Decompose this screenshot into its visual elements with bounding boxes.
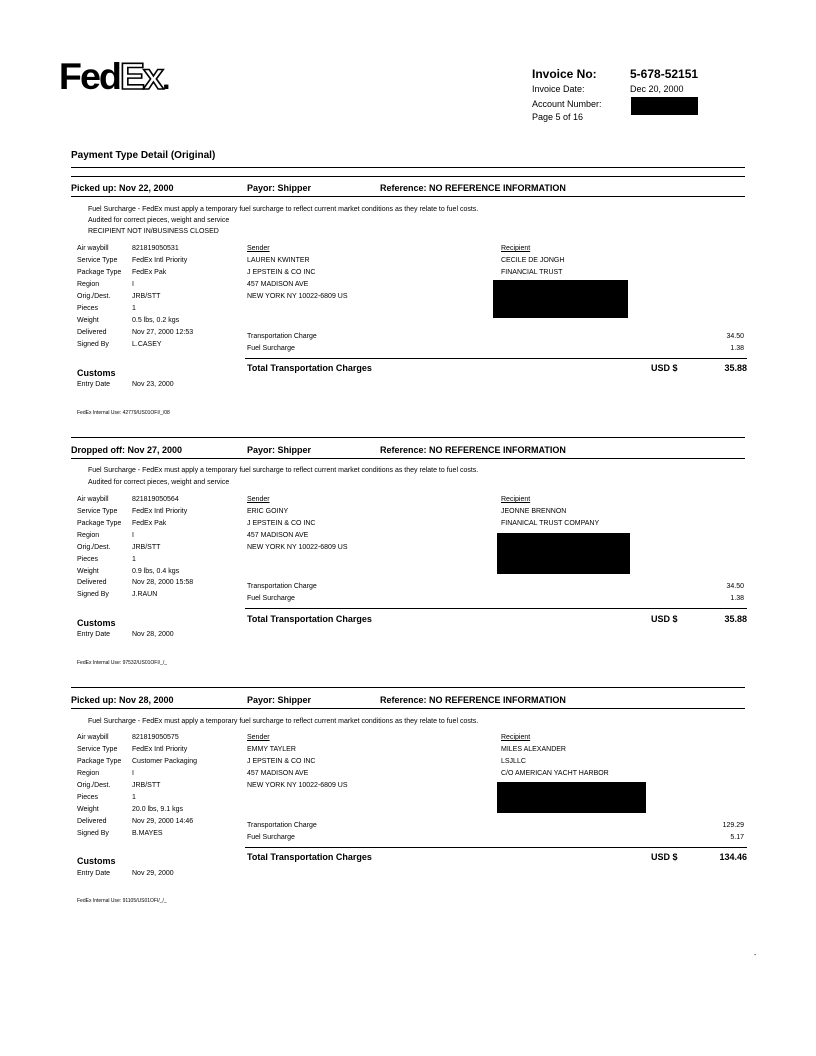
shipment-3-service-type: FedEx Intl Priority: [132, 746, 188, 753]
shipment-1-total: 35.88: [724, 363, 747, 373]
transport-charge-label: Transportation Charge: [247, 583, 317, 590]
shipment-2-signed-by: J.RAUN: [132, 591, 158, 598]
shipment-1-header-rule: [71, 196, 745, 197]
shipment-2-note: Fuel Surcharge - FedEx must apply a temporary fuel surcharge to reflect current market conditions as they relate to fuel costs.: [88, 467, 479, 474]
shipment-1-recipient-line: CECILE DE JONGH: [501, 257, 565, 264]
signed-by-label: Signed By: [77, 830, 109, 837]
shipment-2-orig-dest: JRB/STT: [132, 544, 161, 551]
shipment-3-sender-line: EMMY TAYLER: [247, 746, 296, 753]
entry-date-label: Entry Date: [77, 381, 111, 388]
package-type-label: Package Type: [77, 758, 122, 765]
shipment-1-sender-line: LAUREN KWINTER: [247, 257, 310, 264]
shipment-1-reference: Reference: NO REFERENCE INFORMATION: [380, 183, 566, 193]
package-type-label: Package Type: [77, 520, 122, 527]
shipment-3-region: I: [132, 770, 134, 777]
shipment-1-fuel-surcharge: 1.38: [730, 345, 744, 352]
currency-label: USD $: [651, 363, 678, 373]
shipment-2-total-rule: [245, 608, 747, 609]
shipment-1-note: RECIPIENT NOT IN/BUSINESS CLOSED: [88, 228, 219, 235]
sender-label: Sender: [247, 734, 270, 741]
service-type-label: Service Type: [77, 257, 118, 264]
shipment-2-payor: Payor: Shipper: [247, 445, 312, 455]
shipment-3-entry-date: Nov 29, 2000: [132, 870, 174, 877]
pieces-label: Pieces: [77, 305, 99, 312]
entry-date-label: Entry Date: [77, 870, 111, 877]
shipment-2-pieces: 1: [132, 556, 136, 563]
shipment-1-top-rule: [71, 176, 745, 177]
shipment-3-recipient-line: LSJLLC: [501, 758, 526, 765]
recipient-label: Recipient: [501, 496, 531, 503]
weight-label: Weight: [77, 806, 99, 813]
shipment-2-recipient-line: JEONNE BRENNON: [501, 508, 567, 515]
customs-label: Customs: [77, 368, 116, 378]
signed-by-label: Signed By: [77, 591, 109, 598]
shipment-3-pieces: 1: [132, 794, 136, 801]
shipment-1-weight: 0.5 lbs, 0.2 kgs: [132, 317, 180, 324]
region-label: Region: [77, 770, 100, 777]
shipment-2-transport-charge: 34.50: [726, 583, 744, 590]
shipment-3-recipient-redaction: [497, 782, 646, 813]
page-indicator: Page 5 of 16: [532, 112, 584, 122]
shipment-3-top-rule: [71, 687, 745, 688]
shipment-2-delivered: Nov 28, 2000 15:58: [132, 579, 194, 586]
shipment-1-orig-dest: JRB/STT: [132, 293, 161, 300]
transport-charge-label: Transportation Charge: [247, 822, 317, 829]
shipment-3-air-waybill: 821819050575: [132, 734, 179, 741]
shipment-2-recipient-redaction: [497, 533, 630, 574]
shipment-1-sender-line: NEW YORK NY 10022-6809 US: [247, 293, 348, 300]
service-type-label: Service Type: [77, 746, 118, 753]
fuel-surcharge-label: Fuel Surcharge: [247, 345, 295, 352]
shipment-1-entry-date: Nov 23, 2000: [132, 381, 174, 388]
shipment-3-recipient-line: C/O AMERICAN YACHT HARBOR: [501, 770, 609, 777]
shipment-2-sender-line: 457 MADISON AVE: [247, 532, 309, 539]
shipment-1-sender-line: 457 MADISON AVE: [247, 281, 309, 288]
transport-charge-label: Transportation Charge: [247, 333, 317, 340]
shipment-1-recipient-line: FINANCIAL TRUST: [501, 269, 563, 276]
customs-label: Customs: [77, 856, 116, 866]
shipment-2-recipient-line: FINANICAL TRUST COMPANY: [501, 520, 600, 527]
sender-label: Sender: [247, 245, 270, 252]
total-label: Total Transportation Charges: [247, 852, 372, 862]
shipment-1-delivered: Nov 27, 2000 12:53: [132, 329, 194, 336]
weight-label: Weight: [77, 317, 99, 324]
recipient-label: Recipient: [501, 734, 531, 741]
pieces-label: Pieces: [77, 556, 99, 563]
account-number-redaction: [631, 97, 698, 115]
shipment-3-total-rule: [245, 847, 747, 848]
orig-dest-label: Orig./Dest.: [77, 782, 111, 789]
invoice-date-label: Invoice Date:: [532, 84, 585, 94]
delivered-label: Delivered: [77, 329, 107, 336]
shipment-1-transport-charge: 34.50: [726, 333, 744, 340]
shipment-2-internal-use: FedEx Internal Use: 97532/US01OFI/_/_: [77, 660, 168, 666]
customs-label: Customs: [77, 618, 116, 628]
shipment-3-package-type: Customer Packaging: [132, 758, 197, 765]
shipment-3-fuel-surcharge: 5.17: [730, 834, 744, 841]
fedex-logo: [59, 58, 169, 95]
shipment-1-total-rule: [245, 358, 747, 359]
shipment-2-entry-date: Nov 28, 2000: [132, 631, 174, 638]
shipment-1-note: Audited for correct pieces, weight and service: [88, 217, 230, 224]
shipment-1-recipient-redaction: [493, 280, 628, 318]
logo-ex: Ex: [119, 56, 162, 97]
shipment-1-region: I: [132, 281, 134, 288]
shipment-1-note: Fuel Surcharge - FedEx must apply a temporary fuel surcharge to reflect current market conditions as they relate to fuel costs.: [88, 206, 479, 213]
shipment-1-air-waybill: 821819050531: [132, 245, 179, 252]
shipment-3-orig-dest: JRB/STT: [132, 782, 161, 789]
service-type-label: Service Type: [77, 508, 118, 515]
shipment-1-signed-by: L.CASEY: [132, 341, 162, 348]
shipment-3-weight: 20.0 lbs, 9.1 kgs: [132, 806, 183, 813]
shipment-3-delivered: Nov 29, 2000 14:46: [132, 818, 194, 825]
shipment-3-payor: Payor: Shipper: [247, 695, 312, 705]
shipment-3-sender-line: NEW YORK NY 10022-6809 US: [247, 782, 348, 789]
shipment-3-internal-use: FedEx Internal Use: 91105/US01OFI/_/_: [77, 898, 167, 904]
air-waybill-label: Air waybill: [77, 245, 109, 252]
total-label: Total Transportation Charges: [247, 363, 372, 373]
shipment-1-event: Picked up: Nov 22, 2000: [71, 183, 174, 193]
weight-label: Weight: [77, 568, 99, 575]
shipment-1-service-type: FedEx Intl Priority: [132, 257, 188, 264]
recipient-label: Recipient: [501, 245, 531, 252]
shipment-3-header-rule: [71, 708, 745, 709]
footer-mark: -: [754, 952, 757, 959]
shipment-3-transport-charge: 129.29: [722, 822, 744, 829]
shipment-3-signed-by: B.MAYES: [132, 830, 163, 837]
logo-fed: Fed: [58, 56, 120, 97]
invoice-no-value: 5-678-52151: [630, 67, 699, 81]
shipment-2-sender-line: J EPSTEIN & CO INC: [247, 520, 316, 527]
shipment-2-fuel-surcharge: 1.38: [730, 595, 744, 602]
fuel-surcharge-label: Fuel Surcharge: [247, 834, 295, 841]
shipment-2-note: Audited for correct pieces, weight and service: [88, 479, 230, 486]
region-label: Region: [77, 532, 100, 539]
delivered-label: Delivered: [77, 579, 107, 586]
shipment-2-weight: 0.9 lbs, 0.4 kgs: [132, 568, 180, 575]
region-label: Region: [77, 281, 100, 288]
pieces-label: Pieces: [77, 794, 99, 801]
account-number-label: Account Number:: [532, 99, 602, 109]
currency-label: USD $: [651, 614, 678, 624]
delivered-label: Delivered: [77, 818, 107, 825]
invoice-date-value: Dec 20, 2000: [630, 84, 684, 94]
air-waybill-label: Air waybill: [77, 734, 109, 741]
shipment-3-reference: Reference: NO REFERENCE INFORMATION: [380, 695, 566, 705]
orig-dest-label: Orig./Dest.: [77, 293, 111, 300]
shipment-2-sender-line: ERIC GOINY: [247, 508, 289, 515]
shipment-2-header-rule: [71, 458, 745, 459]
fuel-surcharge-label: Fuel Surcharge: [247, 595, 295, 602]
shipment-2-top-rule: [71, 437, 745, 438]
shipment-2-event: Dropped off: Nov 27, 2000: [71, 445, 183, 455]
shipment-2-service-type: FedEx Intl Priority: [132, 508, 188, 515]
shipment-2-package-type: FedEx Pak: [132, 520, 167, 527]
shipment-3-sender-line: 457 MADISON AVE: [247, 770, 309, 777]
shipment-1-payor: Payor: Shipper: [247, 183, 312, 193]
currency-label: USD $: [651, 852, 678, 862]
invoice-no-label: Invoice No:: [532, 67, 597, 81]
package-type-label: Package Type: [77, 269, 122, 276]
signed-by-label: Signed By: [77, 341, 109, 348]
entry-date-label: Entry Date: [77, 631, 111, 638]
shipment-2-region: I: [132, 532, 134, 539]
shipment-3-note: Fuel Surcharge - FedEx must apply a temporary fuel surcharge to reflect current market conditions as they relate to fuel costs.: [88, 718, 479, 725]
orig-dest-label: Orig./Dest.: [77, 544, 111, 551]
sender-label: Sender: [247, 496, 270, 503]
shipment-2-reference: Reference: NO REFERENCE INFORMATION: [380, 445, 566, 455]
title-rule: [71, 167, 745, 168]
shipment-3-total: 134.46: [719, 852, 747, 862]
shipment-2-sender-line: NEW YORK NY 10022-6809 US: [247, 544, 348, 551]
shipment-1-package-type: FedEx Pak: [132, 269, 167, 276]
shipment-3-event: Picked up: Nov 28, 2000: [71, 695, 174, 705]
section-title: Payment Type Detail (Original): [71, 150, 216, 161]
total-label: Total Transportation Charges: [247, 614, 372, 624]
shipment-3-sender-line: J EPSTEIN & CO INC: [247, 758, 316, 765]
shipment-3-recipient-line: MILES ALEXANDER: [501, 746, 566, 753]
shipment-2-total: 35.88: [724, 614, 747, 624]
shipment-1-internal-use: FedEx Internal Use: 42779/US01OFI/_/08: [77, 410, 170, 416]
logo-dot: .: [161, 63, 169, 96]
shipment-1-sender-line: J EPSTEIN & CO INC: [247, 269, 316, 276]
shipment-2-air-waybill: 821819050564: [132, 496, 179, 503]
air-waybill-label: Air waybill: [77, 496, 109, 503]
shipment-1-pieces: 1: [132, 305, 136, 312]
